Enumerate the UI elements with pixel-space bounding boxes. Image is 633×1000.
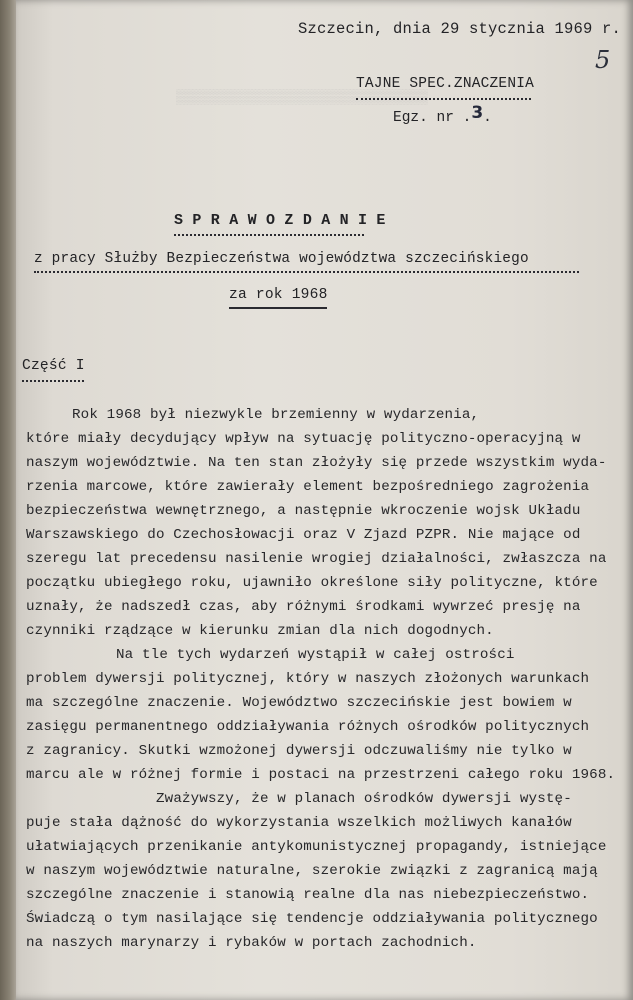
body-line: które miały decydujący wpływ na sytuację polityczno-operacyjną w [26, 431, 581, 447]
body-line: bezpieczeństwa wewnętrznego, a następnie wkroczenie wojsk Układu [26, 503, 581, 519]
body-line: marcu ale w różnej formie i postaci na przestrzeni całego roku 1968. [26, 767, 616, 783]
body-line: na naszych marynarzy i rybaków w portach zachodnich. [26, 935, 477, 951]
copy-number-handwritten: 3 [471, 103, 484, 123]
body-line: Zważywszy, że w planach ośrodków dywersji wystę- [156, 791, 572, 807]
body-line: z zagranicy. Skutki wzmożonej dywersji odczuwaliśmy nie tylko w [26, 743, 572, 759]
body-line: Na tle tych wydarzeń wystąpił w całej ostrości [116, 647, 515, 663]
copy-number [393, 103, 492, 126]
report-title: S P R A W O Z D A N I E [174, 212, 386, 229]
copy-dots-after: . [483, 110, 492, 126]
page-left-edge [0, 0, 16, 1000]
section-heading: Część I [22, 358, 85, 374]
report-title-underline [174, 234, 364, 236]
body-line: szczególne znaczenie i stanowią realne dla nas niebezpieczeństwo. [26, 887, 590, 903]
bleed-through-text: ▒▒▒▒▒▒▒▒▒▒▒▒▒▒▒▒▒▒▒▒▒▒▒▒▒▒▒▒▒▒ [176, 90, 429, 106]
body-line: czynniki rządzące w kierunku zmian dla nich dogodnych. [26, 623, 494, 639]
body-line: Świadczą o tym nasilające się tendencje oddziaływania politycznego [26, 911, 598, 927]
body-line: naszym województwie. Na ten stan złożyły się przede wszystkim wyda- [26, 455, 607, 471]
classification-underline [356, 98, 531, 100]
body-line: ma szczególne znaczenie. Województwo szczecińskie jest bowiem w [26, 695, 572, 711]
body-line: rzenia marcowe, które zawierały element bezpośredniego zagrożenia [26, 479, 590, 495]
body-line: w naszym województwie naturalne, szerokie związki z zagranicą mają [26, 863, 598, 879]
body-line: uznały, że nadszedł czas, aby różnymi środkami wywrzeć presję na [26, 599, 581, 615]
body-line: puje stała dążność do wykorzystania wszelkich możliwych kanałów [26, 815, 572, 831]
body-line: szeregu lat precedensu nasilenie wrogiej działalności, zwłaszcza na [26, 551, 607, 567]
body-line: zasięgu permanentnego oddziaływania różnych ośrodków politycznych [26, 719, 590, 735]
location-date: Szczecin, dnia 29 stycznia 1969 r. [298, 20, 622, 38]
report-year-underline [229, 307, 327, 309]
body-line: Warszawskiego do Czechosłowacji oraz V Zjazd PZPR. Nie mające od [26, 527, 581, 543]
page-number-handwritten: 5 [595, 46, 611, 74]
body-line: ułatwiających przenikanie antykomunistycznej propagandy, istniejące [26, 839, 607, 855]
classification-stamp: TAJNE SPEC.ZNACZENIA [356, 76, 535, 92]
report-subtitle: z pracy Służby Bezpieczeństwa województwa szczecińskiego [34, 251, 529, 267]
section-heading-underline [22, 380, 84, 382]
copy-dots: . [462, 110, 472, 126]
report-subtitle-underline [34, 271, 579, 273]
body-line: problem dywersji politycznej, który w naszych złożonych warunkach [26, 671, 590, 687]
body-line: początku ubiegłego roku, ujawniło określone siły polityczne, które [26, 575, 598, 591]
copy-label: Egz. nr [393, 110, 454, 126]
report-year: za rok 1968 [229, 287, 328, 303]
body-line: Rok 1968 był niezwykle brzemienny w wydarzenia, [72, 407, 480, 423]
document-page [16, 0, 633, 1000]
